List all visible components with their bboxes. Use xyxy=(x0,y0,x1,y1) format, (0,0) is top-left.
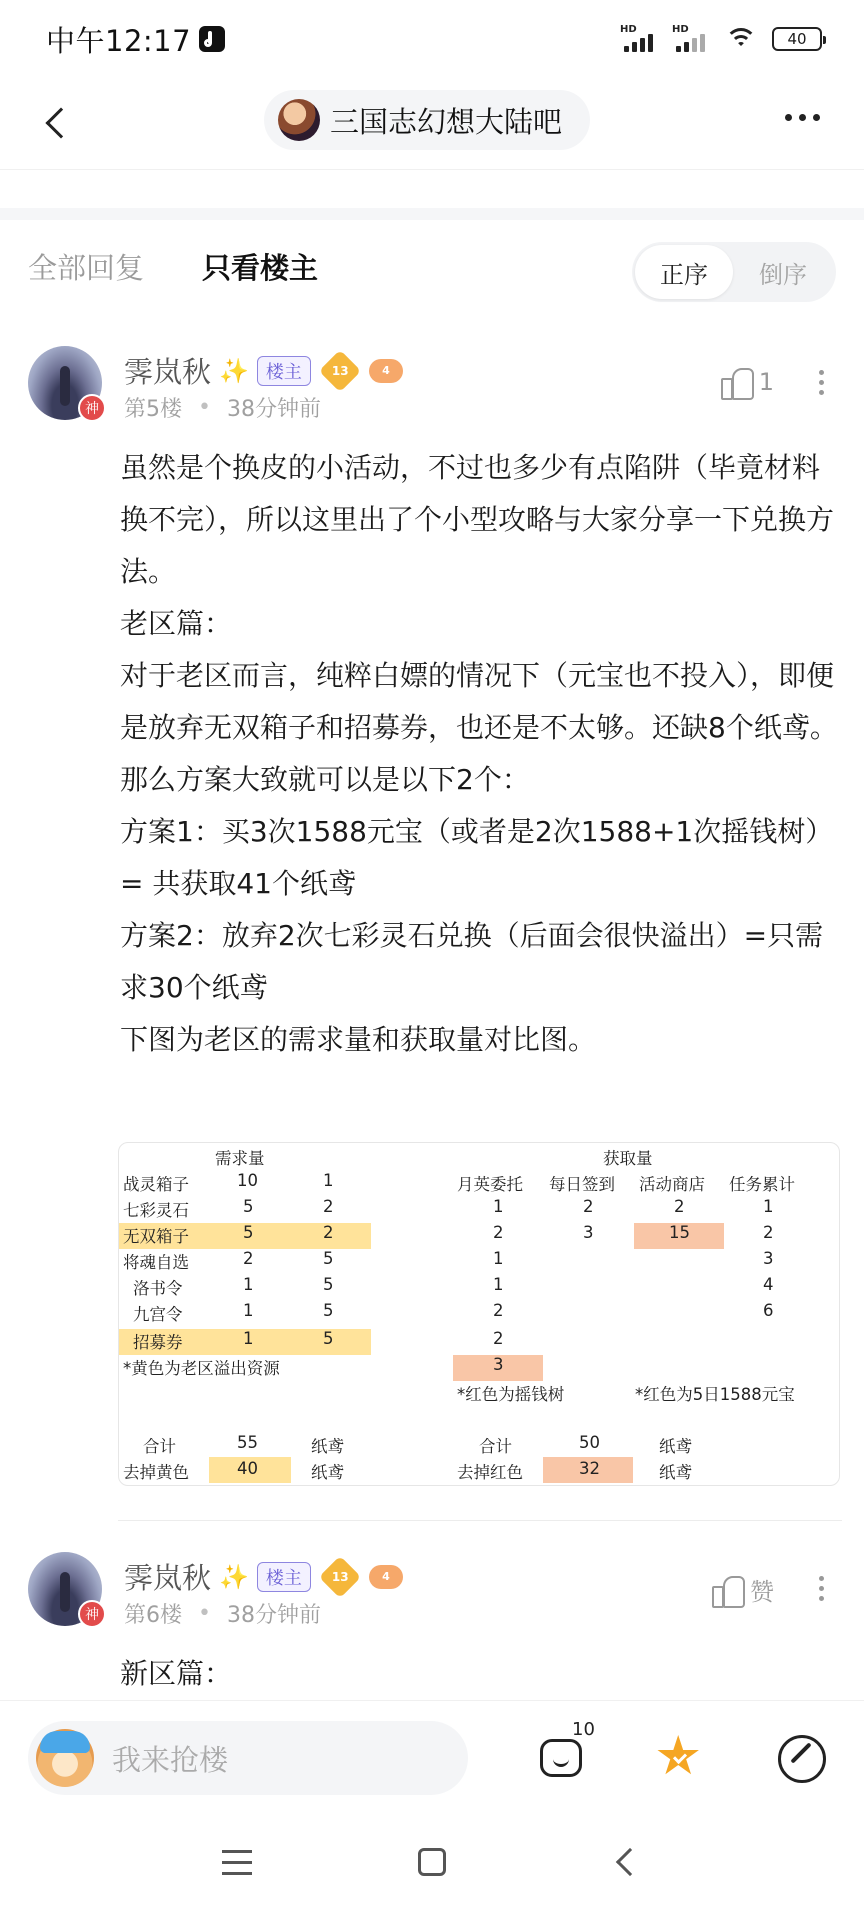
signal-label: HD xyxy=(620,24,637,35)
demand-value: 1 xyxy=(243,1301,254,1320)
gain-total: 50 xyxy=(579,1433,600,1452)
gain-minus: 32 xyxy=(579,1459,600,1478)
more-dot-icon xyxy=(819,1596,824,1601)
gain-unit: 纸鸢 xyxy=(659,1437,692,1456)
demand-item: 七彩灵石 xyxy=(123,1201,189,1220)
like-label: 赞 xyxy=(750,1578,774,1606)
status-time: 中午12:17 xyxy=(46,23,192,58)
post-paragraph: 方案1：买3次1588元宝（或者是2次1588+1次摇钱树）= 共获取41个纸鸢 xyxy=(120,815,834,900)
share-button[interactable] xyxy=(778,1735,826,1783)
gamepad-badge-icon xyxy=(369,1565,403,1589)
more-dot-icon xyxy=(819,1586,824,1591)
gain-header: 月英委托 xyxy=(457,1175,523,1194)
more-dot-icon xyxy=(813,114,820,121)
post-paragraph: 虽然是个换皮的小活动，不过也多少有点陷阱（毕竟材料换不完），所以这里出了个小型攻略与大家分享一下兑换方法。 xyxy=(120,451,835,588)
gain-value: 1 xyxy=(763,1197,774,1216)
demand-item: 将魂自选 xyxy=(123,1253,189,1272)
demand-item: 无双箱子 xyxy=(123,1227,189,1246)
level-number: 13 xyxy=(331,363,349,378)
sort-asc-button[interactable]: 正序 xyxy=(635,245,733,299)
comment-button[interactable] xyxy=(536,1719,595,1783)
post-meta xyxy=(124,392,321,423)
battery-level: 40 xyxy=(787,30,807,48)
gamepad-badge-icon xyxy=(369,359,403,383)
comment-count: 10 xyxy=(572,1719,595,1740)
post-more-button[interactable] xyxy=(819,370,824,395)
more-dot-icon xyxy=(819,390,824,395)
gain-value: 1 xyxy=(493,1249,504,1268)
forum-avatar xyxy=(278,99,320,141)
demand-minus: 40 xyxy=(237,1459,258,1478)
demand-value: 2 xyxy=(323,1223,334,1242)
forum-name: 三国志幻想大陆吧 xyxy=(330,104,563,139)
post-paragraph: 方案2：放弃2次七彩灵石兑换（后面会很快溢出）=只需求30个纸鸢 xyxy=(120,919,824,1004)
level-number: 13 xyxy=(331,1569,349,1584)
note-red-tree: *红色为摇钱树 xyxy=(457,1385,565,1404)
post-content xyxy=(120,1648,842,1700)
menu-icon[interactable] xyxy=(222,1850,252,1875)
gain-value: 2 xyxy=(493,1301,504,1320)
favorite-button[interactable] xyxy=(654,1724,708,1789)
nav-back-icon[interactable] xyxy=(616,1848,644,1876)
more-dot-icon xyxy=(819,380,824,385)
demand-unit: 纸鸢 xyxy=(311,1437,344,1456)
signal-icon-2 xyxy=(672,26,714,52)
note-red-yuanbao: *红色为5日1588元宝 xyxy=(635,1385,795,1404)
wifi-icon xyxy=(724,26,758,52)
like-button[interactable] xyxy=(721,366,774,398)
gain-header: 活动商店 xyxy=(639,1175,705,1194)
reply-input[interactable] xyxy=(28,1721,468,1795)
gain-header: 任务累计 xyxy=(729,1175,795,1194)
demand-total-label: 合计 xyxy=(143,1437,176,1456)
more-dot-icon xyxy=(819,370,824,375)
gain-value: 15 xyxy=(669,1223,690,1242)
floor-number: 第6楼 xyxy=(124,1603,182,1628)
sort-desc-button[interactable]: 倒序 xyxy=(759,260,807,289)
tiktok-icon xyxy=(199,26,225,52)
post-paragraph: 新区篇： xyxy=(120,1657,233,1690)
demand-title: 需求量 xyxy=(215,1149,265,1168)
floor-number: 第5楼 xyxy=(124,397,182,422)
post-content xyxy=(120,442,842,1066)
bottom-action-bar xyxy=(0,1700,864,1810)
demand-value: 1 xyxy=(323,1171,334,1190)
god-badge: 神 xyxy=(78,1600,106,1628)
back-button[interactable] xyxy=(32,98,82,148)
tab-all-replies[interactable]: 全部回复 xyxy=(28,251,145,285)
section-gap xyxy=(0,208,864,220)
post-meta xyxy=(124,1598,321,1629)
sort-toggle xyxy=(632,242,836,302)
level-badge-icon xyxy=(319,1555,361,1597)
level-badge-icon xyxy=(319,349,361,391)
gain-value: 3 xyxy=(583,1223,594,1242)
post-more-button[interactable] xyxy=(819,1576,824,1601)
demand-value: 2 xyxy=(243,1249,254,1268)
demand-value: 5 xyxy=(323,1275,334,1294)
star-icon: ★ xyxy=(654,1724,703,1787)
comparison-table-image[interactable] xyxy=(118,1142,840,1486)
gain-value: 4 xyxy=(763,1275,774,1294)
avatar[interactable] xyxy=(28,1552,102,1626)
more-options-button[interactable] xyxy=(785,114,820,121)
demand-unit-2: 纸鸢 xyxy=(311,1463,344,1482)
post-paragraph: 对于老区而言，纯粹白嫖的情况下（元宝也不投入），即便是放弃无双箱子和招募券，也还是不太够。还缺8个纸鸢。 xyxy=(120,659,838,744)
demand-value: 1 xyxy=(243,1329,254,1348)
demand-value: 2 xyxy=(323,1197,334,1216)
more-dot-icon xyxy=(785,114,792,121)
demand-item: 九宫令 xyxy=(133,1305,183,1324)
gain-value: 3 xyxy=(493,1355,504,1374)
status-icons xyxy=(620,26,822,52)
gain-value: 2 xyxy=(763,1223,774,1242)
gain-total-label: 合计 xyxy=(479,1437,512,1456)
comment-icon xyxy=(540,1739,582,1777)
more-dot-icon xyxy=(819,1576,824,1581)
demand-value: 5 xyxy=(323,1249,334,1268)
battery-icon xyxy=(772,27,822,51)
meta-separator: • xyxy=(198,395,211,420)
note-yellow: *黄色为老区溢出资源 xyxy=(123,1359,280,1378)
post-divider xyxy=(118,1520,842,1521)
owner-tag: 楼主 xyxy=(257,356,311,386)
demand-value: 5 xyxy=(323,1329,334,1348)
gain-header: 每日签到 xyxy=(549,1175,615,1194)
owner-tag: 楼主 xyxy=(257,1562,311,1592)
gain-value: 2 xyxy=(583,1197,594,1216)
user-line xyxy=(124,1556,403,1597)
avatar[interactable] xyxy=(28,346,102,420)
demand-value: 1 xyxy=(243,1275,254,1294)
more-dot-icon xyxy=(799,114,806,121)
username[interactable]: 霁岚秋 xyxy=(124,1561,212,1595)
demand-item: 洛书令 xyxy=(133,1279,183,1298)
back-arrow-icon xyxy=(45,107,76,138)
like-count: 1 xyxy=(758,368,774,396)
post-paragraph: 老区篇： xyxy=(120,607,233,640)
tab-owner-only[interactable]: 只看楼主 xyxy=(202,251,319,285)
demand-value: 5 xyxy=(243,1223,254,1242)
home-icon[interactable] xyxy=(418,1848,446,1876)
gain-value: 3 xyxy=(763,1249,774,1268)
demand-value: 5 xyxy=(243,1197,254,1216)
game-badge-number: 4 xyxy=(382,1570,390,1583)
gain-value: 2 xyxy=(493,1329,504,1348)
gain-value: 1 xyxy=(493,1275,504,1294)
signal-label-2: HD xyxy=(672,24,689,35)
username[interactable]: 霁岚秋 xyxy=(124,355,212,389)
demand-value: 5 xyxy=(323,1301,334,1320)
user-avatar xyxy=(36,1729,94,1787)
post-time: 38分钟前 xyxy=(226,1603,321,1628)
demand-value: 10 xyxy=(237,1171,258,1190)
demand-item: 招募券 xyxy=(133,1333,183,1352)
gain-value: 6 xyxy=(763,1301,774,1320)
demand-minus-label: 去掉黄色 xyxy=(123,1463,189,1482)
game-badge-number: 4 xyxy=(382,364,390,377)
post-paragraph: 那么方案大致就可以是以下2个： xyxy=(120,763,530,796)
sparkle-icon: ✨ xyxy=(219,356,249,385)
status-bar xyxy=(0,0,864,78)
top-header xyxy=(0,78,864,170)
system-nav-bar xyxy=(0,1810,864,1920)
gain-unit-2: 纸鸢 xyxy=(659,1463,692,1482)
like-button[interactable] xyxy=(712,1572,774,1607)
reply-placeholder: 我来抢楼 xyxy=(112,1742,229,1777)
gain-title: 获取量 xyxy=(603,1149,653,1168)
gain-value: 1 xyxy=(493,1197,504,1216)
post-paragraph: 下图为老区的需求量和获取量对比图。 xyxy=(120,1023,597,1056)
demand-item: 战灵箱子 xyxy=(123,1175,189,1194)
user-line xyxy=(124,350,403,391)
god-badge: 神 xyxy=(78,394,106,422)
demand-total: 55 xyxy=(237,1433,258,1452)
thumb-up-icon xyxy=(712,1574,744,1606)
meta-separator: • xyxy=(198,1601,211,1626)
filter-row xyxy=(0,236,864,306)
post-time: 38分钟前 xyxy=(226,397,321,422)
sparkle-icon: ✨ xyxy=(219,1562,249,1591)
thumb-up-icon xyxy=(721,366,753,398)
forum-pill[interactable] xyxy=(264,90,590,150)
signal-icon xyxy=(620,26,662,52)
gain-value: 2 xyxy=(493,1223,504,1242)
gain-minus-label: 去掉红色 xyxy=(457,1463,523,1482)
gain-value: 2 xyxy=(674,1197,685,1216)
